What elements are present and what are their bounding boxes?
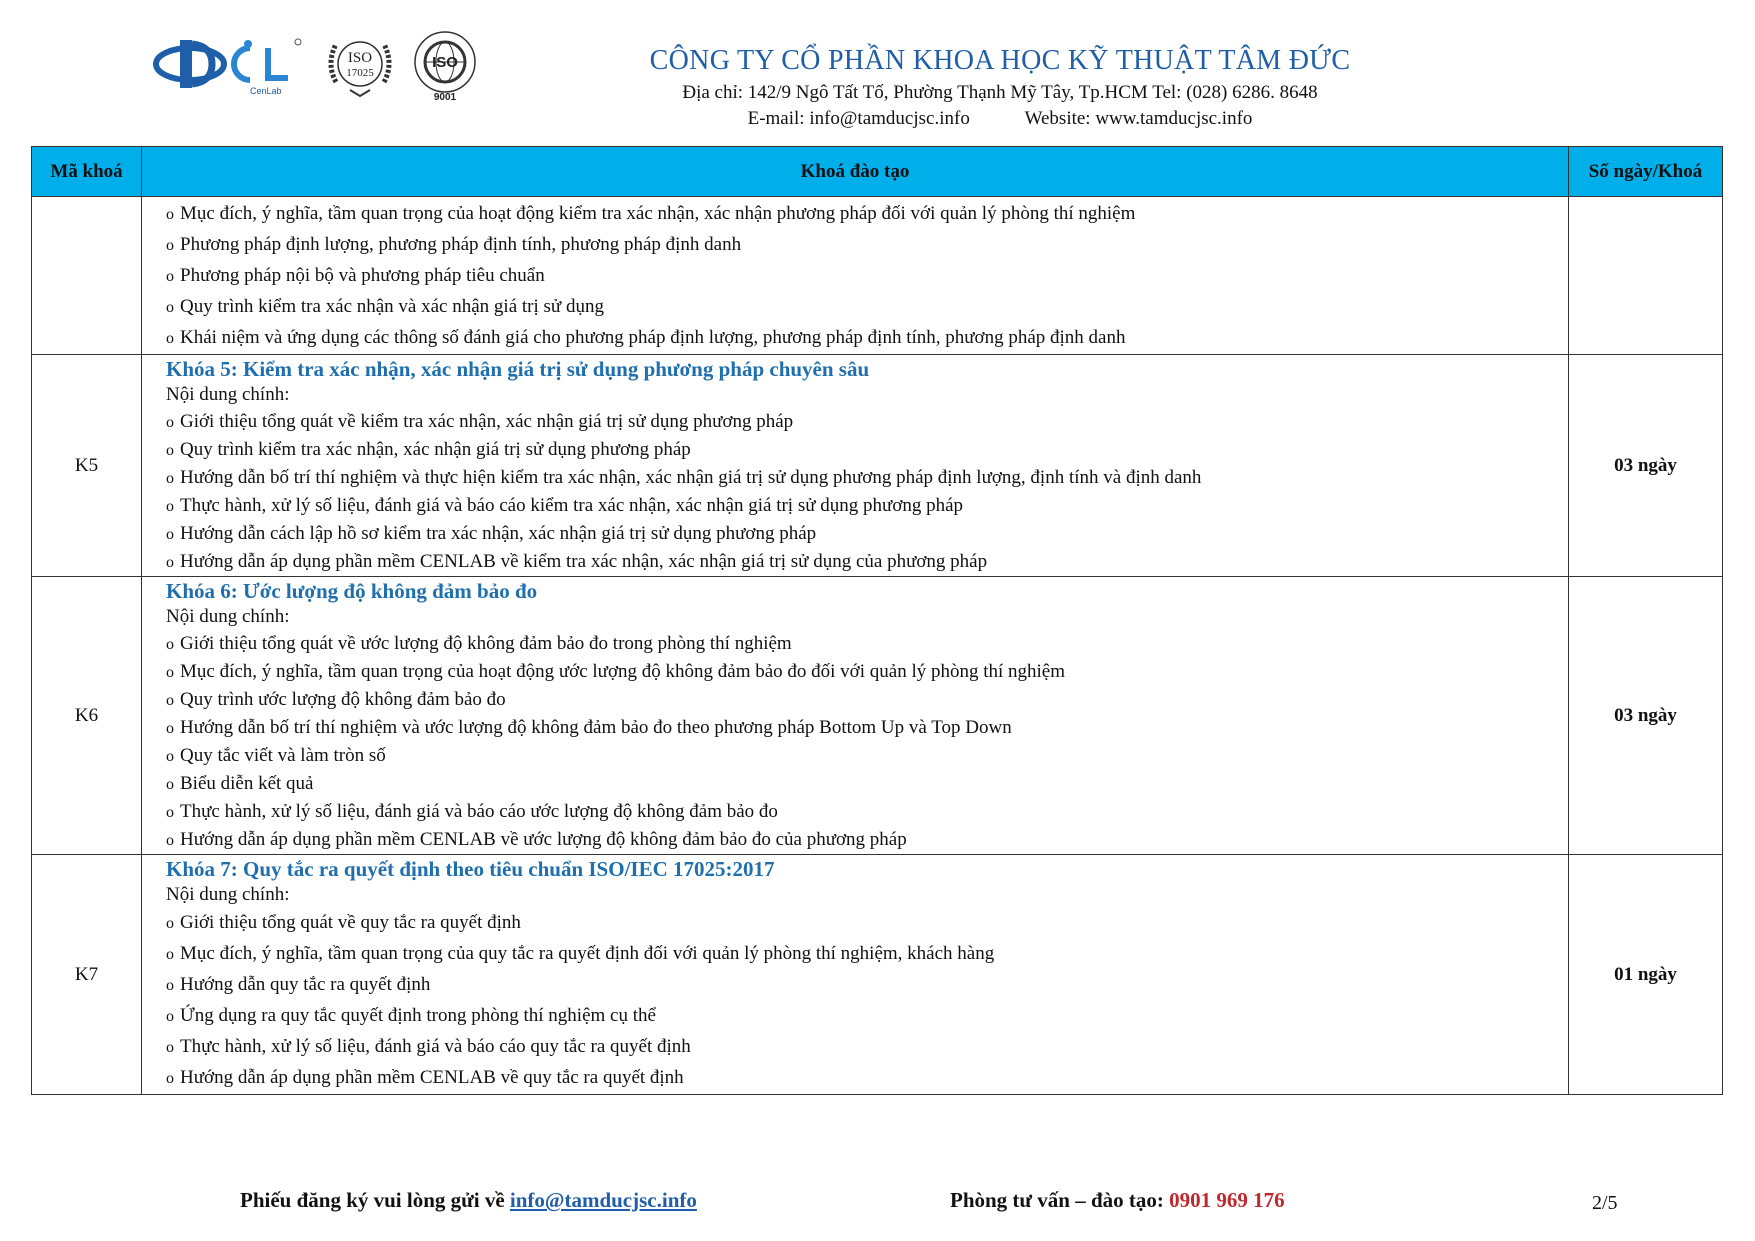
consult-phone[interactable]: 0901 969 176 [1169, 1188, 1285, 1212]
list-item: o Phương pháp nội bộ và phương pháp tiêu chuẩn [166, 265, 545, 286]
register-note [240, 1188, 697, 1213]
register-email-link[interactable]: info@tamducjsc.info [509, 1188, 697, 1212]
company-email[interactable]: E-mail: info@tamducjsc.info [747, 108, 970, 129]
cenlab-logo [150, 34, 310, 98]
list-item: o Quy trình kiểm tra xác nhận và xác nhận giá trị sử dụng [166, 296, 604, 317]
list-item: o Quy tắc viết và làm tròn số [166, 745, 386, 766]
company-info [500, 44, 1500, 132]
course-code: K7 [32, 855, 142, 1095]
course-content-cell [142, 855, 1569, 1095]
list-item: o Giới thiệu tổng quát về quy tắc ra quyết định [166, 912, 521, 933]
list-item: o Thực hành, xử lý số liệu, đánh giá và báo cáo quy tắc ra quyết định [166, 1036, 691, 1057]
page-header [0, 0, 1755, 140]
iso9001-number: 9001 [433, 92, 457, 102]
course-content-cell [142, 577, 1569, 855]
course-code: K6 [32, 577, 142, 855]
course-intro: Nội dung chính: [166, 606, 290, 627]
list-item: o Thực hành, xử lý số liệu, đánh giá và báo cáo kiểm tra xác nhận, xác nhận giá trị sử dụng phương pháp [166, 495, 964, 516]
list-item: o Ứng dụng ra quy tắc quyết định trong phòng thí nghiệm cụ thể [166, 1005, 656, 1026]
list-item: o Mục đích, ý nghĩa, tầm quan trọng của hoạt động kiểm tra xác nhận, xác nhận phương pháp đối với quản lý phòng thí nghiệm [166, 203, 1136, 224]
list-item: o Hướng dẫn bố trí thí nghiệm và ước lượng độ không đảm bảo đo theo phương pháp Bottom Up và Top Down [166, 717, 1012, 738]
company-contact [500, 106, 1500, 132]
list-item: o Hướng dẫn bố trí thí nghiệm và thực hiện kiểm tra xác nhận, xác nhận giá trị sử dụng phương pháp định lượng, định tính và định danh [166, 467, 1202, 488]
company-name: CÔNG TY CỔ PHẦN KHOA HỌC KỸ THUẬT TÂM ĐỨC [649, 45, 1351, 76]
course-intro: Nội dung chính: [166, 384, 290, 405]
list-item: o Quy trình ước lượng độ không đảm bảo đo [166, 689, 506, 710]
iso9001-text: ISO [432, 54, 458, 71]
header-course-days: Số ngày/Khoá [1569, 147, 1723, 197]
list-item: o Hướng dẫn áp dụng phần mềm CENLAB về kiểm tra xác nhận, xác nhận giá trị sử dụng của phương pháp [166, 551, 988, 572]
header-course-code: Mã khoá [32, 147, 142, 197]
list-item: o Quy trình kiểm tra xác nhận, xác nhận giá trị sử dụng phương pháp [166, 439, 691, 460]
cenlab-logo-text: CenLab [250, 86, 282, 96]
list-item: o Khái niệm và ứng dụng các thông số đánh giá cho phương pháp định lượng, phương pháp định tính, phương pháp định danh [166, 327, 1126, 348]
list-item: o Hướng dẫn áp dụng phần mềm CENLAB về quy tắc ra quyết định [166, 1067, 684, 1088]
table-header-row [32, 147, 1723, 197]
list-item: o Hướng dẫn quy tắc ra quyết định [166, 974, 431, 995]
list-item: o Biểu diễn kết quả [166, 773, 314, 794]
table-row-k5 [32, 355, 1723, 577]
list-item: o Thực hành, xử lý số liệu, đánh giá và báo cáo ước lượng độ không đảm bảo đo [166, 801, 778, 822]
course-table [31, 146, 1723, 1095]
header-course-name: Khoá đào tạo [142, 147, 1569, 197]
list-item: o Mục đích, ý nghĩa, tầm quan trọng của hoạt động ước lượng độ không đảm bảo đo đối với quản lý phòng thí nghiệm [166, 661, 1066, 682]
course-content-cell [142, 355, 1569, 577]
list-item: o Giới thiệu tổng quát về ước lượng độ không đảm bảo đo trong phòng thí nghiệm [166, 633, 792, 654]
course-content-cell [142, 197, 1569, 355]
list-item: o Hướng dẫn áp dụng phần mềm CENLAB về ước lượng độ không đảm bảo đo của phương pháp [166, 829, 907, 850]
course-days-cell [1569, 197, 1723, 355]
course-title: Khóa 6: Ước lượng độ không đảm bảo đo [166, 579, 538, 603]
iso9001-badge-logo [408, 28, 482, 102]
table-row-k6 [32, 577, 1723, 855]
course-days: 03 ngày [1569, 577, 1723, 855]
register-text: Phiếu đăng ký vui lòng gửi về [240, 1188, 510, 1212]
iso17025-seal-logo [322, 26, 398, 102]
course-days: 01 ngày [1569, 855, 1723, 1095]
course-days: 03 ngày [1569, 355, 1723, 577]
course-code-cell [32, 197, 142, 355]
consult-text: Phòng tư vấn – đào tạo: [950, 1188, 1170, 1212]
iso17025-text-bottom: 17025 [346, 67, 374, 79]
page-number: 2/5 [1592, 1192, 1618, 1214]
list-item: o Mục đích, ý nghĩa, tầm quan trọng của quy tắc ra quyết định đối với quản lý phòng thí nghiệm, khách hàng [166, 943, 995, 964]
list-item: o Phương pháp định lượng, phương pháp định tính, phương pháp định danh [166, 234, 742, 255]
table-row-k7 [32, 855, 1723, 1095]
company-website[interactable]: Website: www.tamducjsc.info [1024, 108, 1253, 129]
course-intro: Nội dung chính: [166, 884, 290, 905]
course-title: Khóa 7: Quy tắc ra quyết định theo tiêu chuẩn ISO/IEC 17025:2017 [166, 857, 775, 881]
table-row-continuation [32, 197, 1723, 355]
consult-note [950, 1188, 1285, 1213]
company-address: Địa chỉ: 142/9 Ngô Tất Tố, Phường Thạnh Mỹ Tây, Tp.HCM Tel: (028) 6286. 8648 [682, 82, 1318, 103]
list-item: o Hướng dẫn cách lập hồ sơ kiểm tra xác nhận, xác nhận giá trị sử dụng phương pháp [166, 523, 817, 544]
page-footer [0, 1188, 1755, 1218]
iso17025-text-top: ISO [347, 50, 373, 66]
course-title: Khóa 5: Kiểm tra xác nhận, xác nhận giá trị sử dụng phương pháp chuyên sâu [166, 357, 870, 381]
list-item: o Giới thiệu tổng quát về kiểm tra xác nhận, xác nhận giá trị sử dụng phương pháp [166, 411, 794, 432]
course-code: K5 [32, 355, 142, 577]
